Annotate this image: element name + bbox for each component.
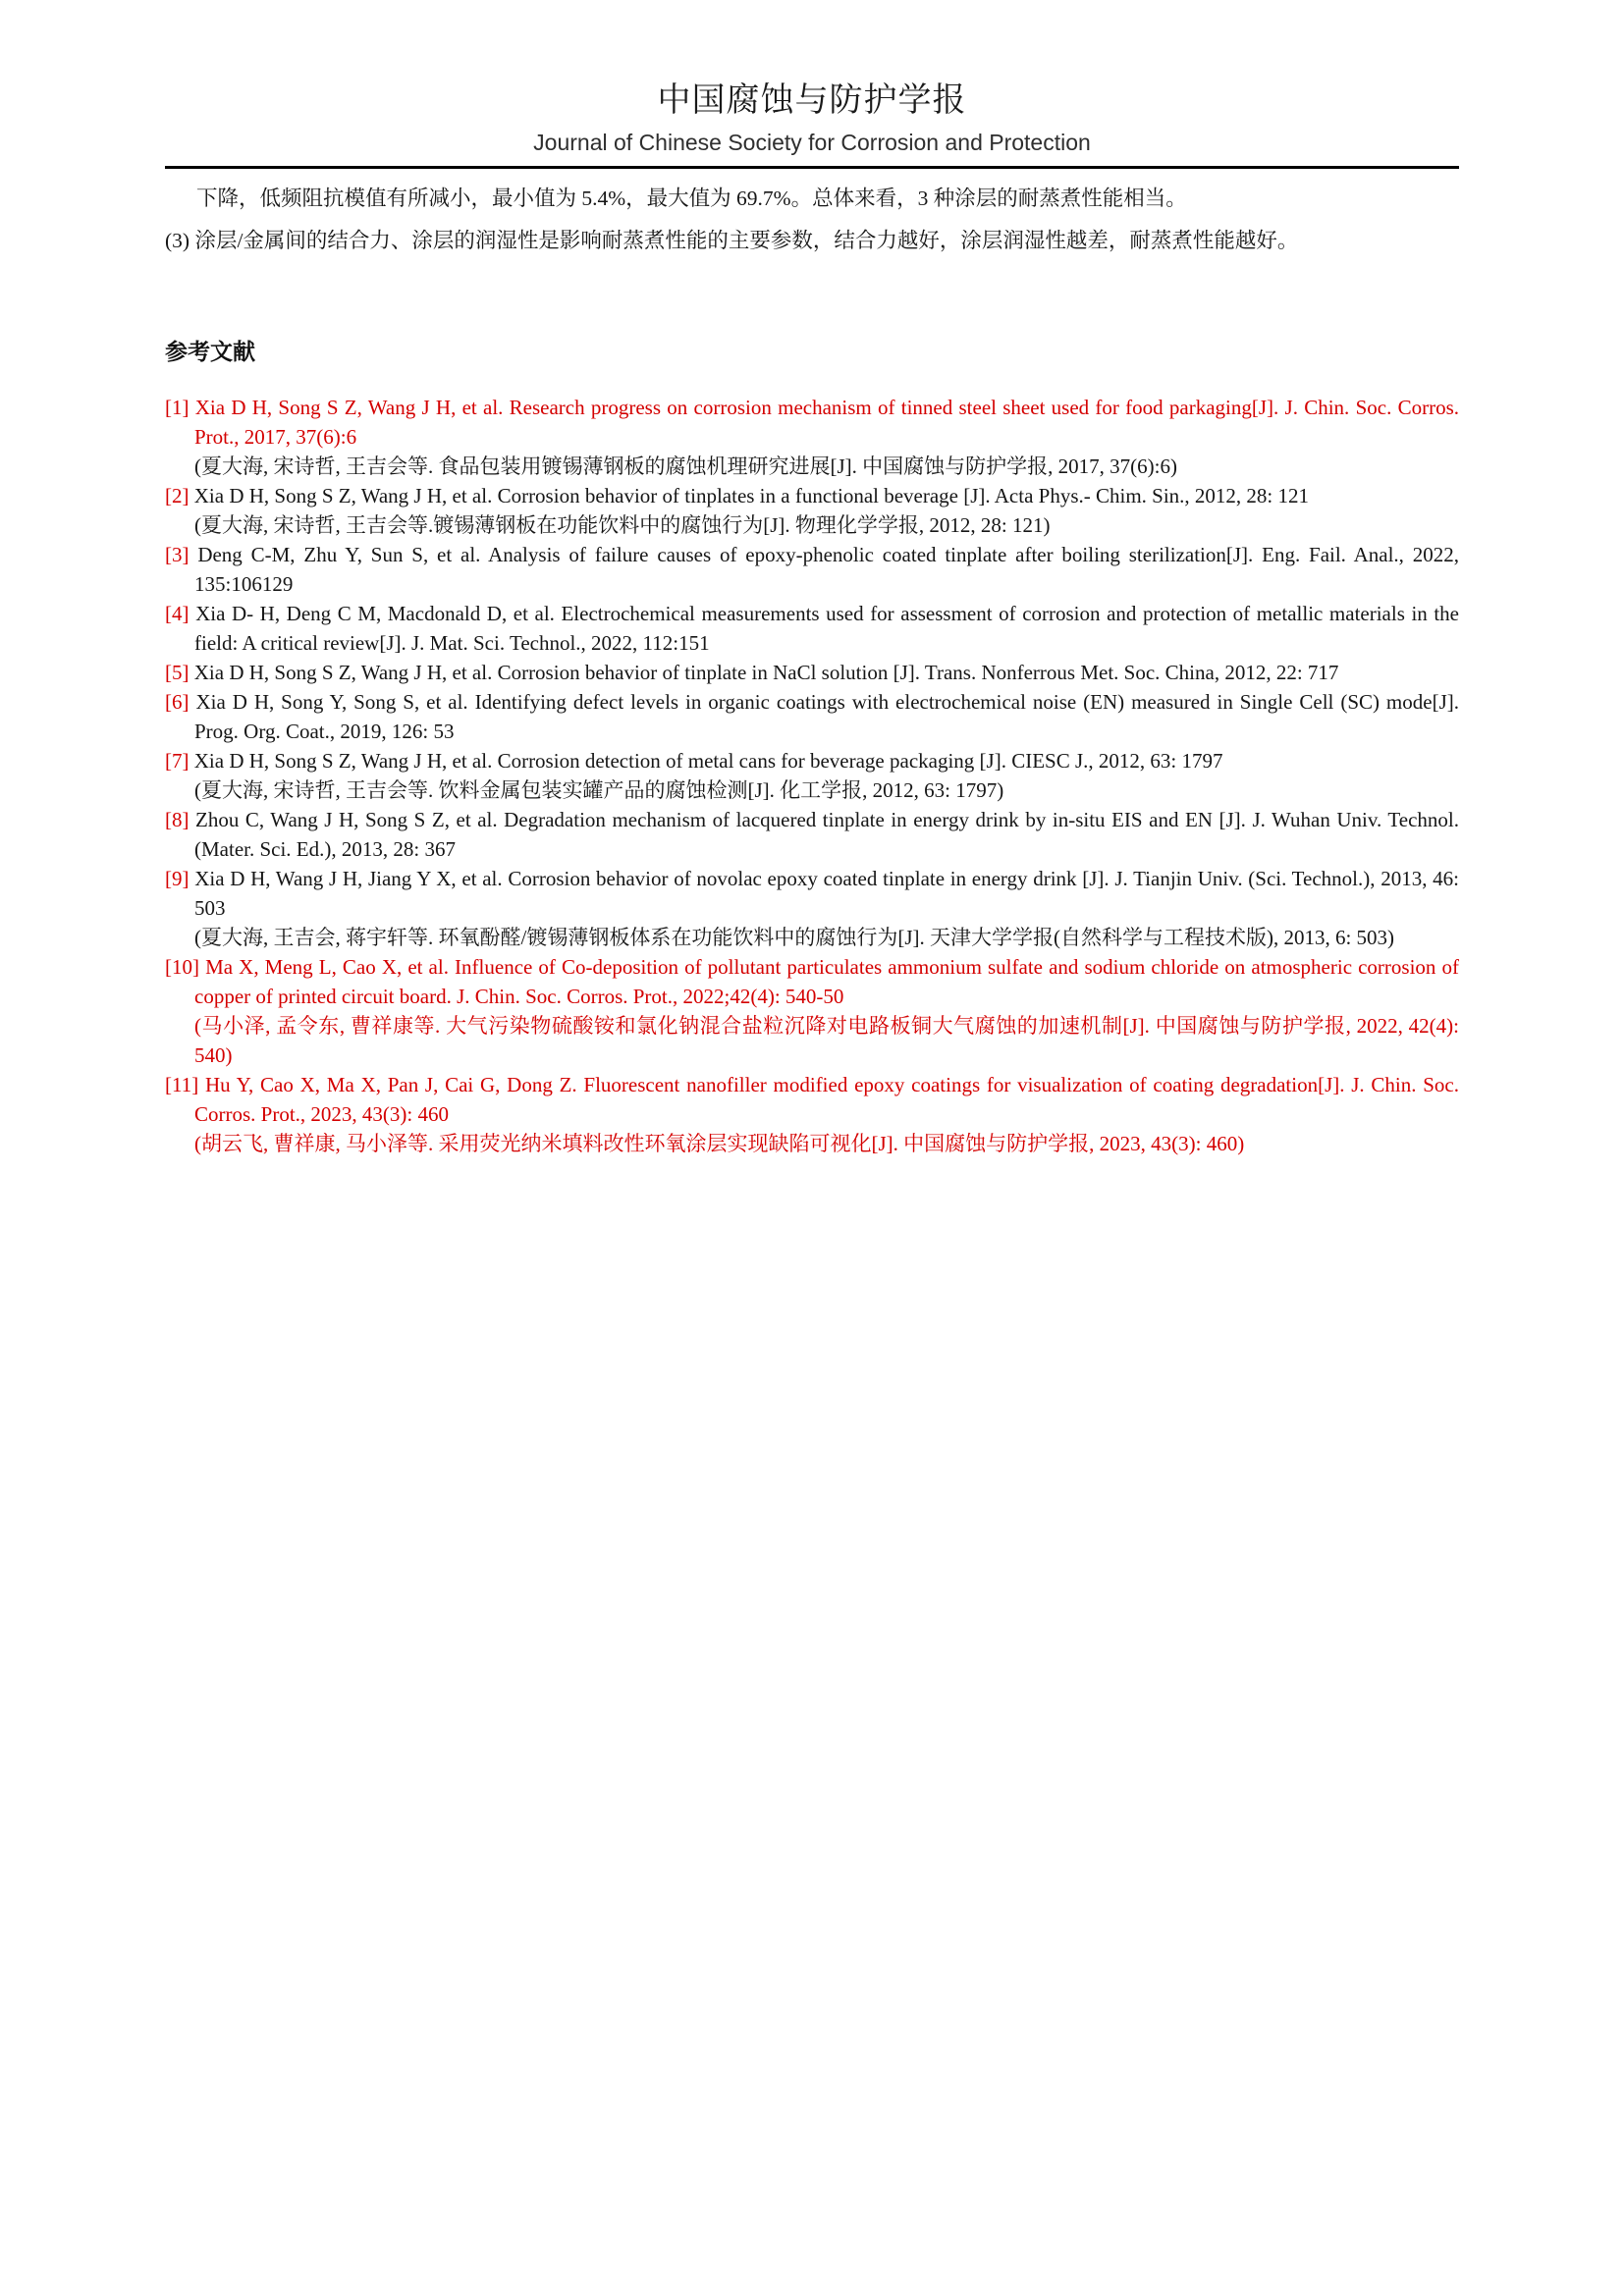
reference-item bbox=[165, 952, 1459, 1070]
reference-english-text: [11] Hu Y, Cao X, Ma X, Pan J, Cai G, Dong Z. Fluorescent nanofiller modified epoxy coatings for visualization of coating degradation[J]. J. Chin. Soc. Corros. Prot., 2023, 43(3): 460 bbox=[165, 1073, 1459, 1126]
reference-number: [4] bbox=[165, 602, 189, 625]
reference-chinese-text: (夏大海, 宋诗哲, 王吉会等. 饮料金属包装实罐产品的腐蚀检测[J]. 化工学报, 2012, 63: 1797) bbox=[194, 778, 1004, 802]
reference-english-text: [10] Ma X, Meng L, Cao X, et al. Influence of Co-deposition of pollutant particulates ammonium sulfate and sodium chloride on atmospheric corrosion of copper of printed circuit board. J. Chin. Soc. Corros. Prot., 2022;42(4): 540-50 bbox=[165, 955, 1459, 1008]
page-body bbox=[165, 184, 1459, 1158]
reference-chinese-text: (夏大海, 宋诗哲, 王吉会等.镀锡薄钢板在功能饮料中的腐蚀行为[J]. 物理化学学报, 2012, 28: 121) bbox=[194, 513, 1051, 537]
conclusion-item-marker: (3) bbox=[165, 229, 190, 252]
conclusion-item-3 bbox=[165, 226, 1459, 256]
reference-item bbox=[165, 687, 1459, 746]
journal-title-english: Journal of Chinese Society for Corrosion and Protection bbox=[533, 130, 1091, 155]
journal-title-chinese: 中国腐蚀与防护学报 bbox=[657, 81, 967, 119]
reference-number: [2] bbox=[165, 484, 189, 507]
reference-item bbox=[165, 540, 1459, 599]
reference-number: [10] bbox=[165, 955, 199, 979]
reference-item bbox=[165, 746, 1459, 805]
reference-chinese-text: (夏大海, 王吉会, 蒋宇轩等. 环氧酚醛/镀锡薄钢板体系在功能饮料中的腐蚀行为[J]. 天津大学学报(自然科学与工程技术版), 2013, 6: 503) bbox=[194, 926, 1395, 949]
reference-item bbox=[165, 864, 1459, 952]
reference-english-text: [5] Xia D H, Song S Z, Wang J H, et al. Corrosion behavior of tinplate in NaCl solution [J]. Trans. Nonferrous Met. Soc. China, 2012, 22: 717 bbox=[165, 661, 1339, 684]
reference-chinese-text: (马小泽, 孟令东, 曹祥康等. 大气污染物硫酸铵和氯化钠混合盐粒沉降对电路板铜大气腐蚀的加速机制[J]. 中国腐蚀与防护学报, 2022, 42(4): 540) bbox=[194, 1014, 1459, 1067]
reference-number: [1] bbox=[165, 396, 189, 419]
reference-number: [11] bbox=[165, 1073, 199, 1096]
reference-number: [5] bbox=[165, 661, 189, 684]
reference-english-text: [4] Xia D- H, Deng C M, Macdonald D, et al. Electrochemical measurements used for assessment of corrosion and protection of metallic materials in the field: A critical review[J]. J. Mat. Sci. Technol., 2022, 112:151 bbox=[165, 602, 1459, 655]
conclusion-item-text: 涂层/金属间的结合力、涂层的润湿性是影响耐蒸煮性能的主要参数，结合力越好，涂层润湿性越差，耐蒸煮性能越好。 bbox=[194, 229, 1299, 252]
body-paragraph-continuation: 下降，低频阻抗模值有所减小，最小值为 5.4%，最大值为 69.7%。总体来看，3 种涂层的耐蒸煮性能相当。 bbox=[196, 187, 1187, 210]
reference-english-text: [1] Xia D H, Song S Z, Wang J H, et al. Research progress on corrosion mechanism of tinned steel sheet used for food parkaging[J]. J. Chin. Soc. Corros. Prot., 2017, 37(6):6 bbox=[165, 396, 1459, 449]
reference-number: [8] bbox=[165, 808, 189, 831]
reference-chinese-text: (胡云飞, 曹祥康, 马小泽等. 采用荧光纳米填料改性环氧涂层实现缺陷可视化[J]. 中国腐蚀与防护学报, 2023, 43(3): 460) bbox=[194, 1132, 1245, 1155]
journal-masthead bbox=[165, 73, 1459, 169]
reference-item bbox=[165, 481, 1459, 540]
references-list bbox=[165, 393, 1459, 1158]
reference-chinese-text: (夏大海, 宋诗哲, 王吉会等. 食品包装用镀锡薄钢板的腐蚀机理研究进展[J]. 中国腐蚀与防护学报, 2017, 37(6):6) bbox=[194, 454, 1177, 478]
reference-item bbox=[165, 658, 1459, 687]
reference-english-text: [2] Xia D H, Song S Z, Wang J H, et al. Corrosion behavior of tinplates in a functional beverage [J]. Acta Phys.- Chim. Sin., 2012, 28: 121 bbox=[165, 484, 1310, 507]
reference-item bbox=[165, 599, 1459, 658]
reference-number: [6] bbox=[165, 690, 189, 714]
reference-english-text: [6] Xia D H, Song Y, Song S, et al. Identifying defect levels in organic coatings with electrochemical noise (EN) measured in Single Cell (SC) mode[J]. Prog. Org. Coat., 2019, 126: 53 bbox=[165, 690, 1459, 743]
reference-number: [7] bbox=[165, 749, 189, 773]
header-divider bbox=[165, 166, 1459, 169]
reference-number: [3] bbox=[165, 543, 189, 566]
references-heading: 参考文献 bbox=[165, 339, 255, 364]
reference-english-text: [8] Zhou C, Wang J H, Song S Z, et al. Degradation mechanism of lacquered tinplate in energy drink by in-situ EIS and EN [J]. J. Wuhan Univ. Technol. (Mater. Sci. Ed.), 2013, 28: 367 bbox=[165, 808, 1459, 861]
reference-english-text: [3] Deng C-M, Zhu Y, Sun S, et al. Analysis of failure causes of epoxy-phenolic coated tinplate after boiling sterilization[J]. Eng. Fail. Anal., 2022, 135:106129 bbox=[165, 543, 1459, 596]
reference-english-text: [9] Xia D H, Wang J H, Jiang Y X, et al. Corrosion behavior of novolac epoxy coated tinplate in energy drink [J]. J. Tianjin Univ. (Sci. Technol.), 2013, 46: 503 bbox=[165, 867, 1459, 920]
reference-item bbox=[165, 1070, 1459, 1158]
reference-item bbox=[165, 805, 1459, 864]
reference-item bbox=[165, 393, 1459, 481]
reference-english-text: [7] Xia D H, Song S Z, Wang J H, et al. Corrosion detection of metal cans for beverage packaging [J]. CIESC J., 2012, 63: 1797 bbox=[165, 749, 1223, 773]
reference-number: [9] bbox=[165, 867, 189, 890]
